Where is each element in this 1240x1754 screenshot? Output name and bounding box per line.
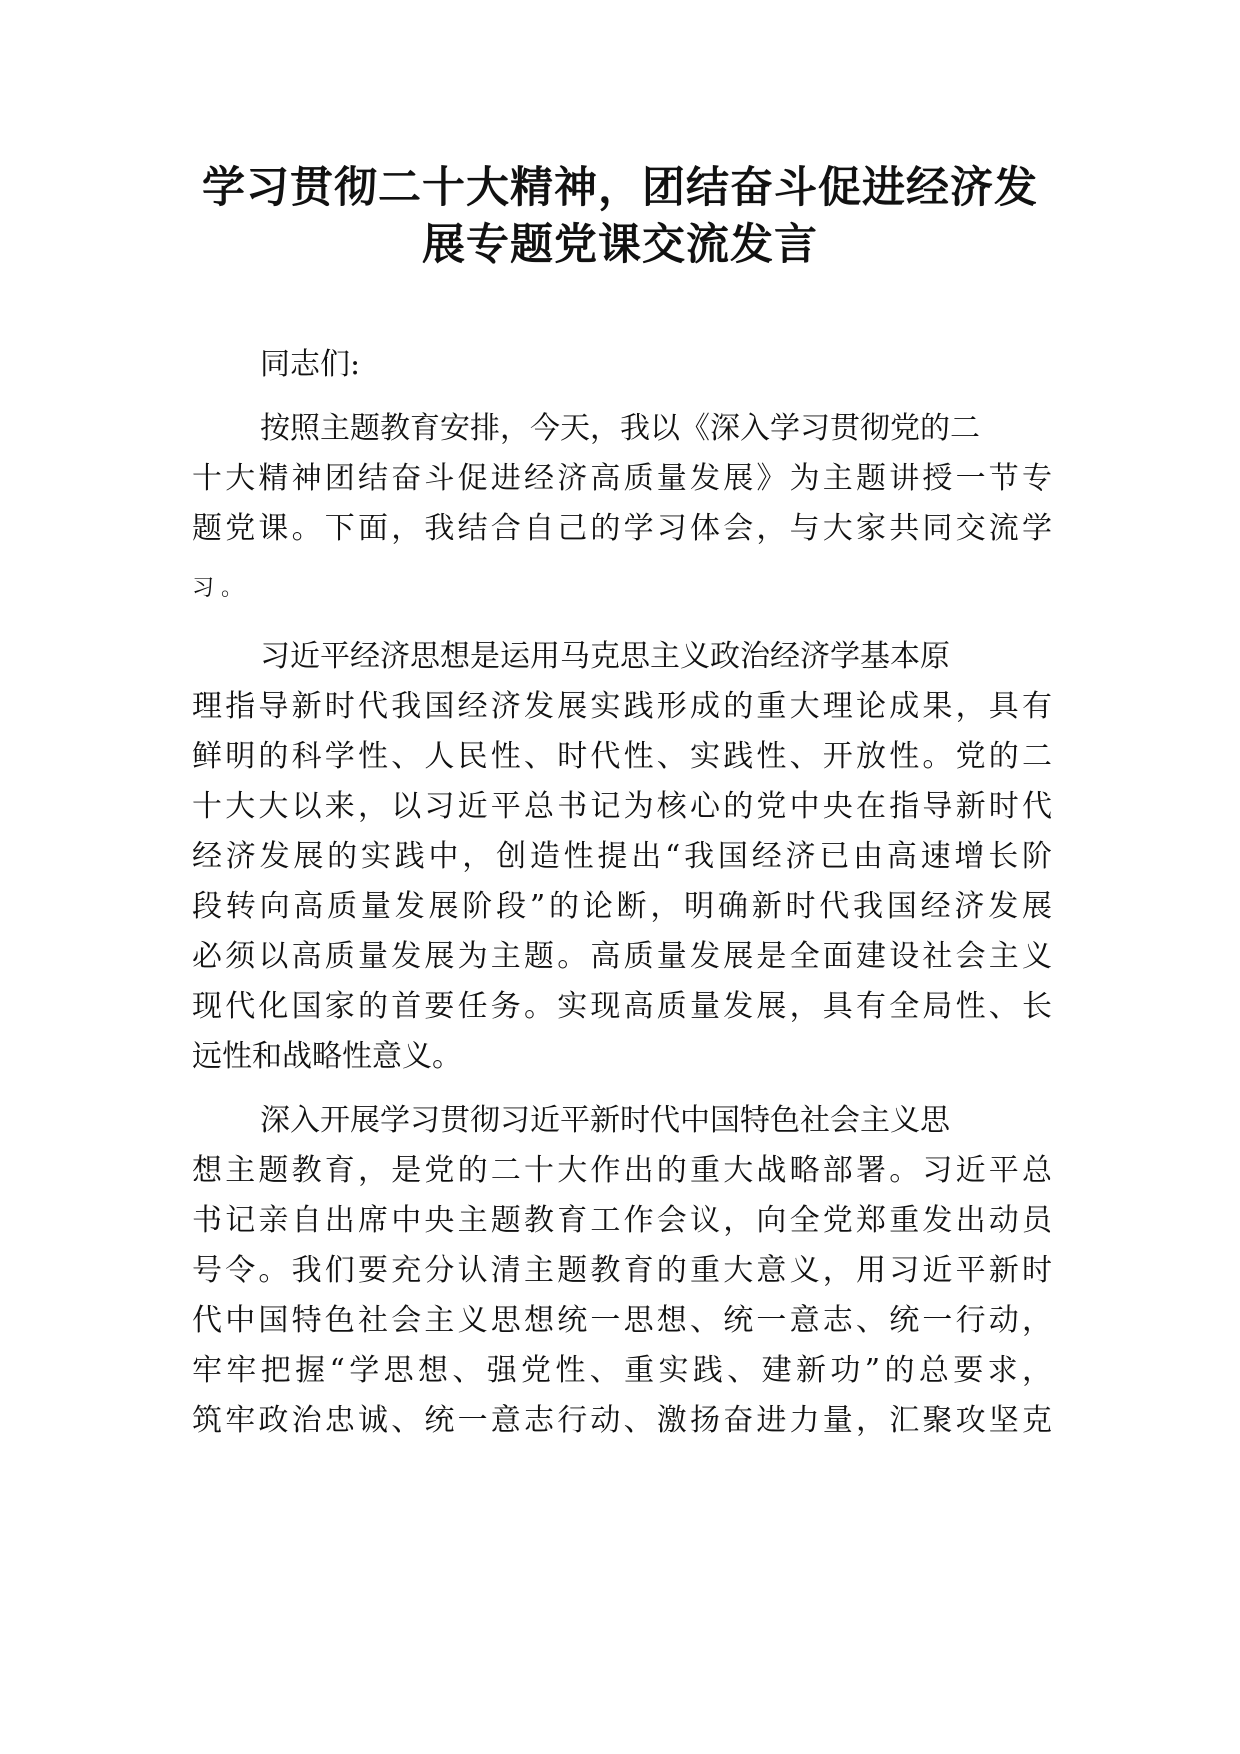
paragraph-line: 习 。: [192, 576, 243, 601]
paragraph-1: [192, 404, 1052, 618]
paragraph-line: 理指导新时代我国经济发展实践形成的重大理论成果，具有: [192, 689, 1052, 724]
paragraph-line: 题党课。下面，我结合自己的学习体会，与大家共同交流学: [192, 511, 1052, 546]
paragraph-2: [192, 632, 1052, 1082]
paragraph-line: 筑牢政治忠诚、统一意志行动、激扬奋进力量，汇聚攻坚克: [192, 1403, 1052, 1438]
paragraph-line: 深入开展学习贯彻习近平新时代中国特色社会主义思: [260, 1103, 950, 1138]
document-title: [150, 160, 1090, 274]
paragraph-line: 牢牢把握“学思想、强党性、重实践、建新功”的总要求，: [192, 1353, 1052, 1388]
paragraph-line: 按照主题教育安排，今天，我以《深入学习贯彻党的二: [260, 411, 980, 446]
paragraph-line: 代中国特色社会主义思想统一思想、统一意志、统一行动，: [192, 1303, 1052, 1338]
paragraph-line: 书记亲自出席中央主题教育工作会议，向全党郑重发出动员: [192, 1203, 1052, 1238]
salutation: 同志们:: [260, 347, 361, 382]
paragraph-line: 远性和战略性意义。: [192, 1039, 462, 1074]
paragraph-line: 十大精神团结奋斗促进经济高质量发展》为主题讲授一节专: [192, 461, 1052, 496]
paragraph-line: 号令。我们要充分认清主题教育的重大意义，用习近平新时: [192, 1253, 1052, 1288]
paragraph-line: 现代化国家的首要任务。实现高质量发展，具有全局性、长: [192, 989, 1052, 1024]
paragraph-line: 段转向高质量发展阶段”的论断，明确新时代我国经济发展: [192, 889, 1052, 924]
paragraph-line: 经济发展的实践中，创造性提出“我国经济已由高速增长阶: [192, 839, 1052, 874]
title-line-2: 展专题党课交流发言: [422, 220, 818, 270]
paragraph-line: 想主题教育，是党的二十大作出的重大战略部署。习近平总: [192, 1153, 1052, 1188]
paragraph-line: 必须以高质量发展为主题。高质量发展是全面建设社会主义: [192, 939, 1052, 974]
paragraph-3: [192, 1096, 1052, 1446]
paragraph-line: 十大大以来，以习近平总书记为核心的党中央在指导新时代: [192, 789, 1052, 824]
document-body: [192, 340, 1052, 1446]
paragraph-line: 鲜明的科学性、人民性、时代性、实践性、开放性。党的二: [192, 739, 1052, 774]
paragraph-line: 习近平经济思想是运用马克思主义政治经济学基本原: [260, 639, 950, 674]
title-line-1: 学习贯彻二十大精神，团结奋斗促进经济发: [202, 163, 1038, 213]
